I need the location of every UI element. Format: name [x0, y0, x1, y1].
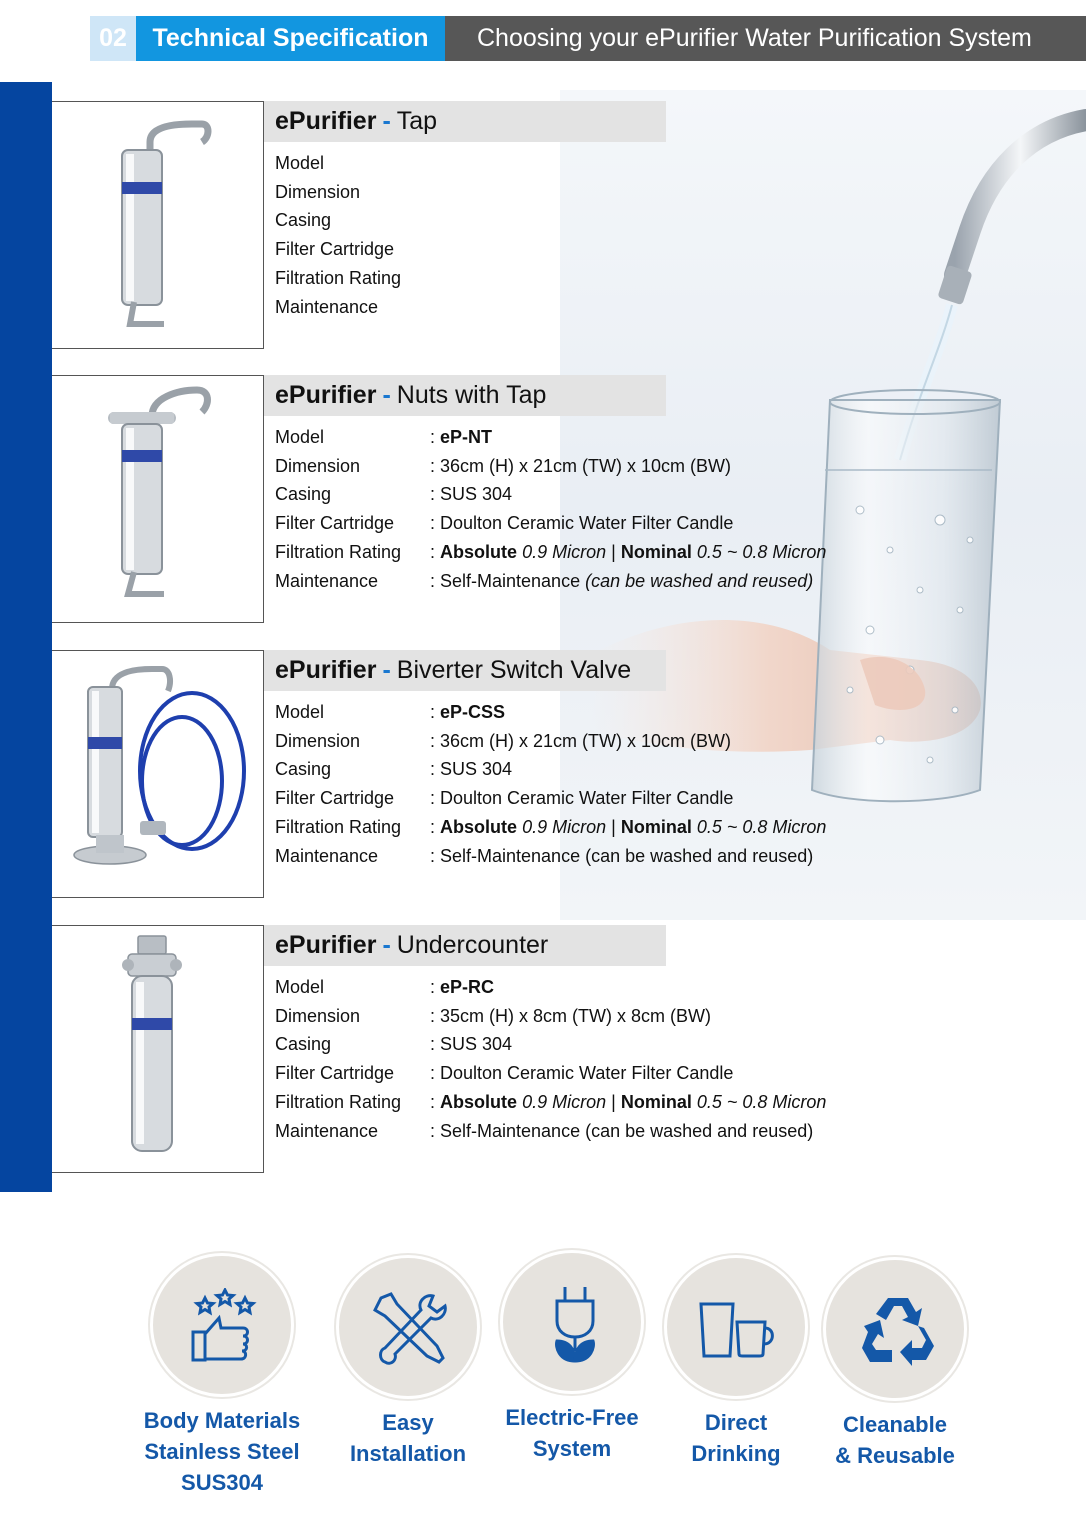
spec-label: Filter Cartridge — [275, 239, 395, 260]
section-number: 02 — [90, 16, 136, 61]
spec-list: Model : eP-CSS Dimension : 36cm (H) x 21cm (TW) x 10cm (BW) Casing : SUS 304 Filter Cartridge : Doulton Ceramic Water Filter Candle Filtration Rating : Absolute 0.9 Micron | Nominal 0.5 ~ 0.8 Micron Maintenance : Self-Maintenance (can be washed and reused) — [275, 701, 827, 866]
feature-label: Electric-Free — [505, 1405, 639, 1430]
feature-label: & Reusable — [835, 1443, 955, 1468]
feature-label: Body Materials — [143, 1408, 301, 1433]
tap-filter-icon — [52, 102, 264, 348]
product-title: ePurifier - Biverter Switch Valve — [264, 650, 666, 691]
model-value: eP-RC — [440, 976, 495, 997]
feature-body-materials — [142, 1253, 302, 1498]
product-image — [52, 650, 264, 898]
spec-label: Dimension — [275, 1005, 361, 1026]
product-title: ePurifier - Undercounter — [264, 925, 666, 966]
nuts-tap-filter-icon — [52, 376, 264, 622]
model-value: eP-CSS — [440, 701, 506, 722]
thumbs-up-stars-icon — [185, 1288, 265, 1368]
biverter-filter-icon — [52, 651, 264, 897]
dimension-value: : 35cm (H) x 8cm (TW) x 8cm (BW) — [430, 1005, 711, 1026]
spec-label: Filtration Rating — [275, 817, 402, 838]
product-name: Tap — [396, 107, 438, 135]
tools-icon — [371, 1290, 451, 1370]
spec-label: Casing — [275, 484, 332, 505]
spec-label: Dimension — [275, 730, 361, 751]
spec-list — [275, 149, 955, 322]
model-value: eP-NT — [440, 426, 493, 447]
feature-label: Easy — [382, 1410, 434, 1435]
feature-label: Installation — [349, 1441, 467, 1466]
product-name: Undercounter — [396, 931, 549, 959]
spec-label: Casing — [275, 210, 332, 231]
product-title: ePurifier - Tap — [264, 101, 666, 142]
spec-label: Casing — [275, 759, 332, 780]
casing-value: : SUS 304 — [430, 759, 513, 780]
rating-value: : Absolute 0.9 Micron | Nominal 0.5 ~ 0.8 Micron — [430, 1092, 827, 1113]
dimension-value: : 36cm (H) x 21cm (TW) x 10cm (BW) — [430, 455, 731, 476]
spec-label: Maintenance — [275, 570, 379, 591]
maintenance-value: : Self-Maintenance (can be washed and reused) — [430, 1120, 814, 1141]
product-section — [52, 925, 952, 1173]
spec-label: Model — [275, 152, 325, 173]
section-subtitle: Choosing your ePurifier Water Purification System — [445, 16, 1086, 61]
product-image — [52, 375, 264, 623]
feature-label: System — [532, 1436, 612, 1461]
feature-label: SUS304 — [181, 1470, 263, 1495]
feature-electric-free — [492, 1250, 652, 1464]
spec-label: Model — [275, 701, 325, 722]
cartridge-value: : Doulton Ceramic Water Filter Candle — [430, 513, 734, 534]
spec-label: Maintenance — [275, 1120, 379, 1141]
feature-label: Drinking — [691, 1441, 781, 1466]
product-image — [52, 925, 264, 1173]
product-section — [52, 375, 952, 623]
feature-label: Direct — [704, 1410, 768, 1435]
spec-label: Maintenance — [275, 845, 379, 866]
side-band — [0, 82, 52, 1192]
spec-label: Filtration Rating — [275, 542, 402, 563]
spec-label: Filtration Rating — [275, 268, 402, 289]
feature-label: Cleanable — [843, 1412, 947, 1437]
casing-value: : SUS 304 — [430, 1034, 513, 1055]
spec-label: Filter Cartridge — [275, 1063, 395, 1084]
recycle-icon — [858, 1292, 938, 1372]
casing-value: : SUS 304 — [430, 484, 513, 505]
product-name: Biverter Switch Valve — [396, 656, 632, 684]
rating-value: : Absolute 0.9 Micron | Nominal 0.5 ~ 0.8 Micron — [430, 817, 827, 838]
spec-label: Dimension — [275, 181, 361, 202]
spec-label: Casing — [275, 1034, 332, 1055]
spec-label: Model — [275, 976, 325, 997]
product-name: Nuts with Tap — [396, 381, 547, 409]
product-section — [52, 650, 952, 898]
product-image — [52, 101, 264, 349]
section-header — [90, 16, 1086, 61]
section-title: Technical Specification — [136, 16, 445, 61]
spec-label: Filtration Rating — [275, 1092, 402, 1113]
maintenance-value: : Self-Maintenance (can be washed and reused) — [430, 570, 814, 591]
product-section — [52, 101, 952, 349]
feature-cleanable-reusable — [815, 1257, 975, 1471]
spec-label: Model — [275, 426, 325, 447]
feature-easy-installation — [328, 1255, 488, 1469]
glass-cup-icon — [699, 1290, 779, 1370]
product-title: ePurifier - Nuts with Tap — [264, 375, 666, 416]
maintenance-value: : Self-Maintenance (can be washed and reused) — [430, 845, 814, 866]
cartridge-value: : Doulton Ceramic Water Filter Candle — [430, 788, 734, 809]
spec-label: Dimension — [275, 455, 361, 476]
dimension-value: : 36cm (H) x 21cm (TW) x 10cm (BW) — [430, 730, 731, 751]
spec-label: Maintenance — [275, 296, 379, 317]
undercounter-filter-icon — [52, 926, 264, 1172]
feature-label: Stainless Steel — [144, 1439, 300, 1464]
rating-value: : Absolute 0.9 Micron | Nominal 0.5 ~ 0.8 Micron — [430, 542, 827, 563]
cartridge-value: : Doulton Ceramic Water Filter Candle — [430, 1063, 734, 1084]
spec-label: Filter Cartridge — [275, 513, 395, 534]
spec-list: Model : eP-NT Dimension : 36cm (H) x 21cm (TW) x 10cm (BW) Casing : SUS 304 Filter Cartridge : Doulton Ceramic Water Filter Candle Filtration Rating : Absolute 0.9 Micron | Nominal 0.5 ~ 0.8 Micron Maintenance : Self-Maintenance (can be washed and reused) — [275, 426, 827, 591]
feature-direct-drinking — [656, 1255, 816, 1469]
spec-list: Model : eP-RC Dimension : 35cm (H) x 8cm (TW) x 8cm (BW) Casing : SUS 304 Filter Cartridge : Doulton Ceramic Water Filter Candle Filtration Rating : Absolute 0.9 Micron | Nominal 0.5 ~ 0.8 Micron Maintenance : Self-Maintenance (can be washed and reused) — [275, 976, 827, 1141]
spec-label: Filter Cartridge — [275, 788, 395, 809]
plug-leaf-icon — [535, 1285, 615, 1365]
